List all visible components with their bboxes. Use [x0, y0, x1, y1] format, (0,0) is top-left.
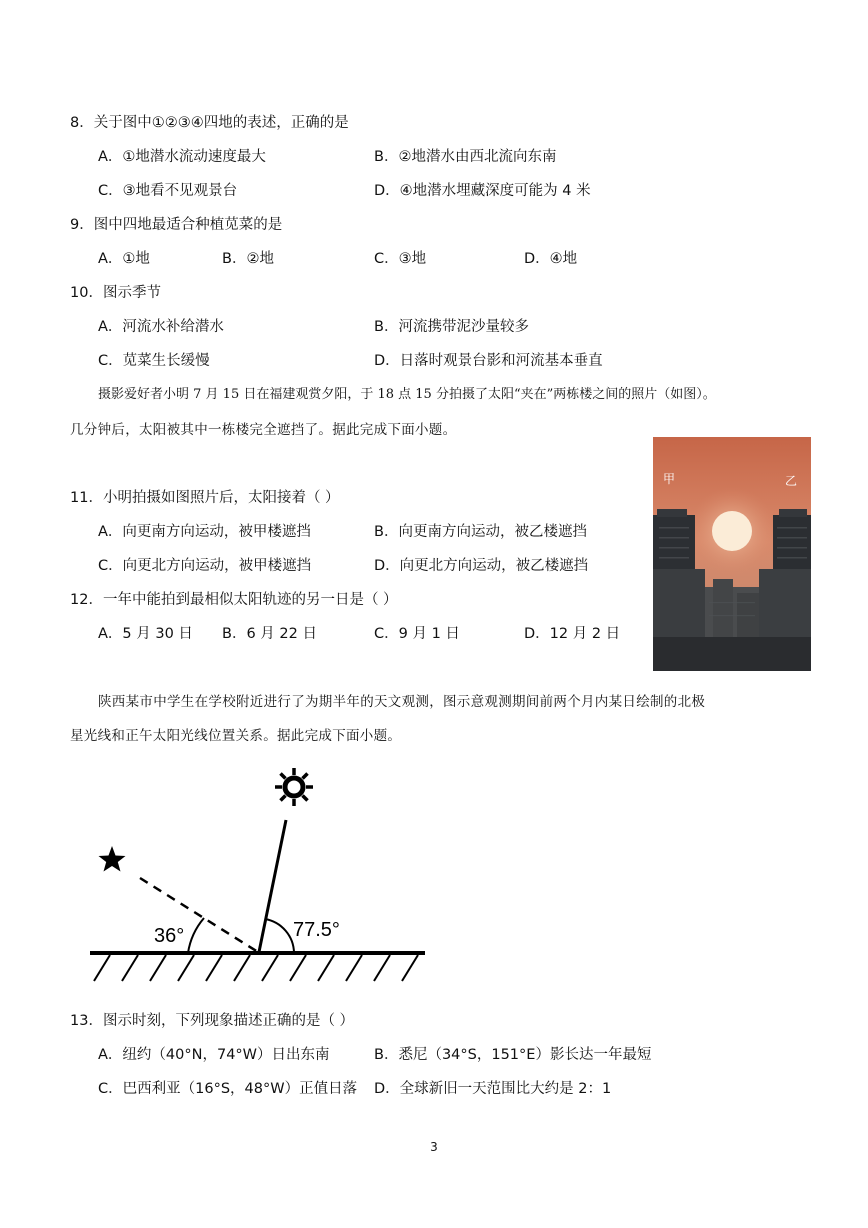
- question-10-option-a: A．河流水补给潜水: [98, 319, 224, 335]
- question-10-option-b: B．河流携带泥沙量较多: [374, 319, 529, 335]
- question-8-option-b: B．②地潜水由西北流向东南: [374, 149, 557, 165]
- angle-arc-sun: [265, 919, 294, 953]
- building-label-left: 甲: [663, 472, 676, 486]
- passage-2-line-2: 星光线和正午太阳光线位置关系。据此完成下面小题。: [70, 728, 402, 744]
- star-icon: [99, 846, 126, 872]
- question-12-stem: 12．一年中能拍到最相似太阳轨迹的另一日是（ ）: [70, 592, 398, 608]
- passage-1-line-1: 摄影爱好者小明 7 月 15 日在福建观赏夕阳，于 18 点 15 分拍摄了太阳“夹在”两栋楼之间的照片（如图）。: [98, 387, 716, 402]
- question-10-stem: 10．图示季节: [70, 285, 161, 301]
- question-11-option-b: B．向更南方向运动，被乙楼遮挡: [374, 524, 587, 540]
- page-number: 3: [430, 1140, 438, 1154]
- question-12-option-b: B．6 月 22 日: [222, 626, 317, 642]
- question-12-option-a: A．5 月 30 日: [98, 626, 193, 642]
- sun-ray: [259, 820, 286, 952]
- question-12-option-c: C．9 月 1 日: [374, 626, 460, 642]
- question-13-option-d: D．全球新旧一天范围比大约是 2：1: [374, 1081, 612, 1097]
- question-11-stem: 11．小明拍摄如图照片后，太阳接着（ ）: [70, 490, 340, 506]
- question-9-option-d: D．④地: [524, 251, 578, 267]
- question-9-option-c: C．③地: [374, 251, 427, 267]
- question-13-stem: 13．图示时刻，下列现象描述正确的是（ ）: [70, 1013, 355, 1029]
- question-10-option-c: C．苋菜生长缓慢: [98, 353, 210, 369]
- question-9-option-b: B．②地: [222, 251, 274, 267]
- question-10-option-d: D．日落时观景台影和河流基本垂直: [374, 353, 603, 369]
- question-11-option-a: A．向更南方向运动，被甲楼遮挡: [98, 524, 311, 540]
- question-8-option-c: C．③地看不见观景台: [98, 183, 238, 199]
- ground-hatching: [94, 955, 418, 981]
- question-8-option-a: A．①地潜水流动速度最大: [98, 149, 266, 165]
- question-13-option-a: A．纽约（40°N，74°W）日出东南: [98, 1047, 330, 1063]
- polaris-sun-diagram: [80, 760, 440, 990]
- question-13-option-c: C．巴西利亚（16°S，48°W）正值日落: [98, 1081, 358, 1097]
- sunset-photo: [653, 437, 811, 671]
- building-label-right: 乙: [785, 474, 798, 488]
- question-11-option-c: C．向更北方向运动，被甲楼遮挡: [98, 558, 312, 574]
- angle-arc-star: [188, 918, 204, 953]
- sun-disc: [712, 511, 752, 551]
- question-13-option-b: B．悉尼（34°S，151°E）影长达一年最短: [374, 1047, 652, 1063]
- passage-1-line-2: 几分钟后，太阳被其中一栋楼完全遮挡了。据此完成下面小题。: [70, 422, 457, 438]
- question-9-option-a: A．①地: [98, 251, 150, 267]
- question-12-option-d: D．12 月 2 日: [524, 626, 621, 642]
- angle-label-star: 36°: [154, 925, 185, 947]
- sun-icon: [275, 768, 313, 806]
- question-8-stem: 8．关于图中①②③④四地的表述，正确的是: [70, 115, 349, 131]
- question-11-option-d: D．向更北方向运动，被乙楼遮挡: [374, 558, 589, 574]
- question-9-stem: 9．图中四地最适合种植苋菜的是: [70, 217, 283, 233]
- angle-label-sun: 77.5°: [293, 919, 340, 941]
- question-8-option-d: D．④地潜水埋藏深度可能为 4 米: [374, 183, 591, 199]
- passage-2-line-1: 陕西某市中学生在学校附近进行了为期半年的天文观测，图示意观测期间前两个月内某日绘制的北极: [98, 694, 706, 710]
